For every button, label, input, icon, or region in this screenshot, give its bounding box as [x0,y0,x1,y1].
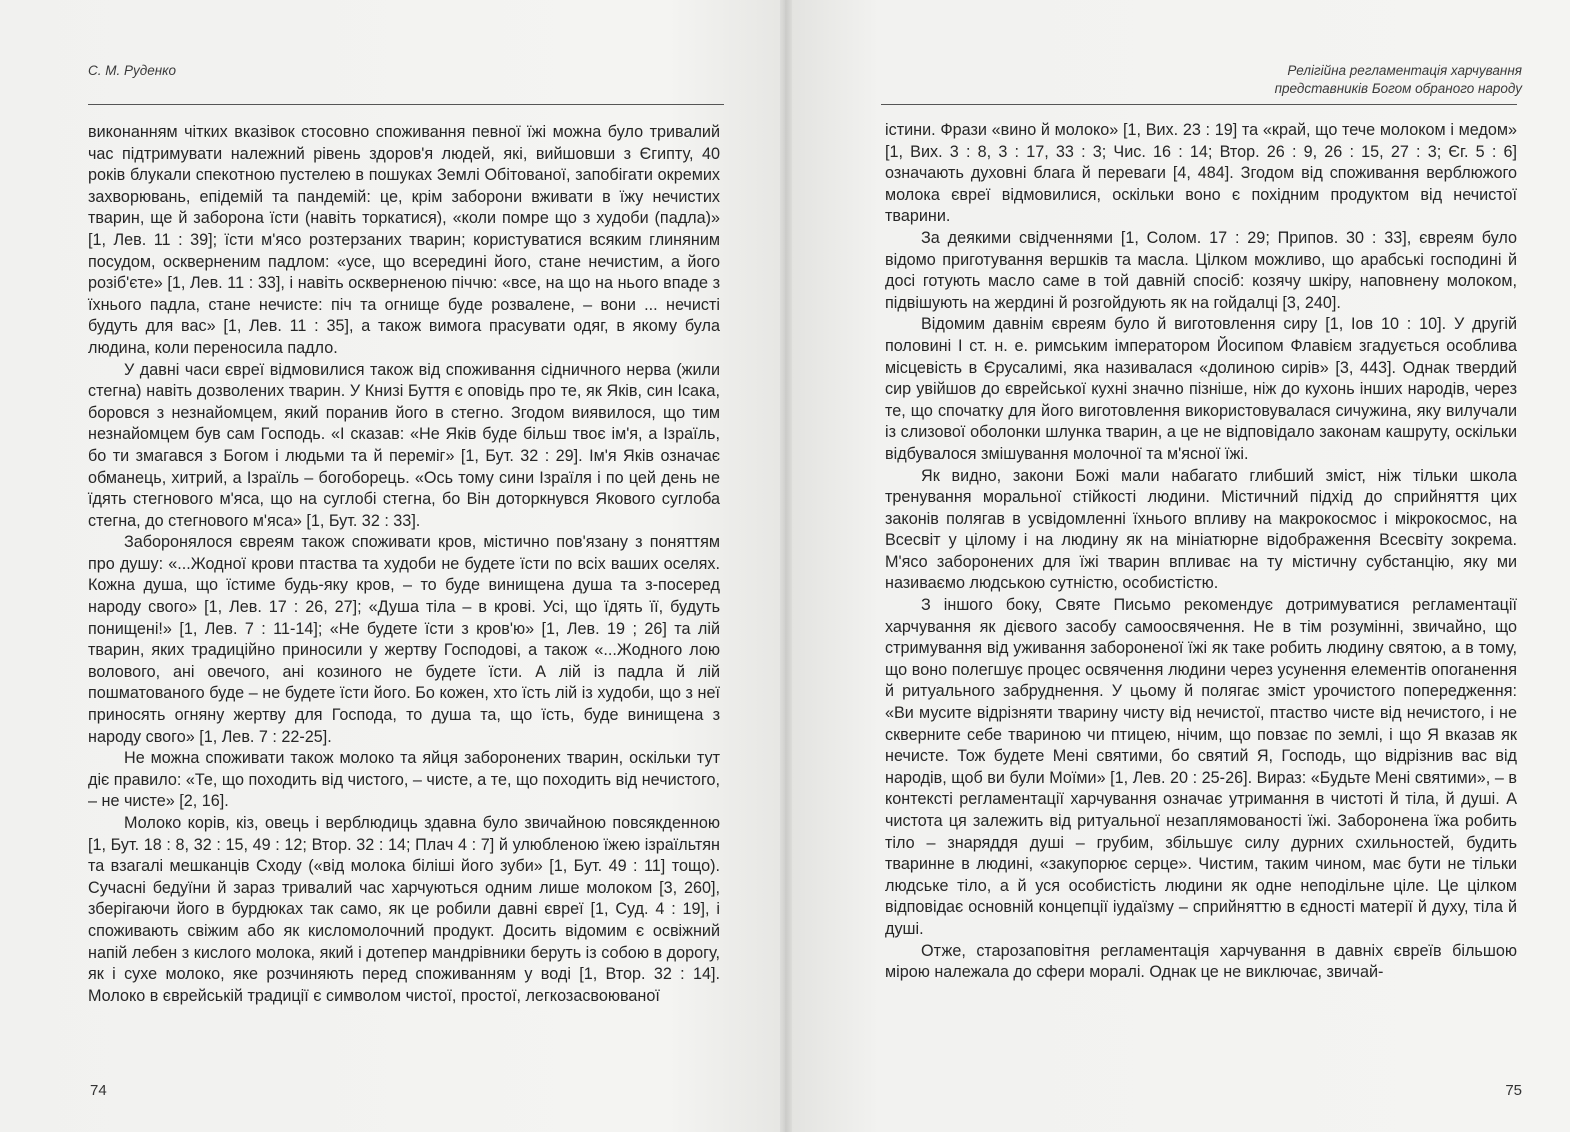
left-page-body [88,122,720,1007]
running-header-title [1275,62,1522,98]
paragraph: Заборонялося євреям також споживати кров, містично пов'язану з поняттям про душу: «...Жодної крови птаства та худоби не будете їсти по всіх ваших оселях. Кожна душа, що їстиме будь-яку кров, – то буде винищена душа та з-посеред народу свого» [1, Лев. 17 : 26, 27]; «Душа тіла – в крові. Усі, що їдять її, будуть понищені!» [1, Лев. 7 : 11-14]; «Не будете їсти з кров'ю» [1, Лев. 19 ; 26] та лій тварин, яких традиційно приносили у жертву Господові, а також «...Жодного лою волового, ані овечого, ані козиного не будете їсти. А лій із падла й лій пошматованого буде – не будете їсти його. Бо кожен, хто їсть лій із худоби, що з неї приносять огняну жертву для Господа, то душа та, що їсть, буде винищена з народу свого» [1, Лев. 7 : 22-25]. [88,533,720,746]
paragraph: виконанням чітких вказівок стосовно споживання певної їжі можна було тривалий час підтримувати належний рівень здоров'я людей, які, вийшовши з Єгипту, 40 років блукали спекотною пустелею в пошуках Землі Обітованої, запобігати окремих захворювань, епідемій та пандемій: це, крім заборони вживати в їжу нечистих тварин, ще й заборона їсти (навіть торкатися), «коли помре що з худоби (падла)» [1, Лев. 11 : 39]; їсти м'ясо розтерзаних тварин; користуватися всяким глиняним посудом, оскверненим падлом: «усе, що всередині його, стане нечистим, а його розіб'єте» [1, Лев. 11 : 33], і навіть оскверненою піччю: «все, на що на нього впаде з їхнього падла, стане нечисте: піч та огнище буде розвалене, – вони ... нечисті будуть для вас» [1, Лев. 11 : 35], а також вимога прасувати одяг, в якому була людина, коли переносила падло. [88,123,720,357]
paragraph: Відомим давнім євреям було й виготовлення сиру [1, Іов 10 : 10]. У другій половині І ст. н. е. римським імператором Йосипом Флавієм згадується особлива місцевість в Єрусалимі, яка називалася «долиною сирів» [3, 443]. Однак твердий сир увійшов до єврейської кухні значно пізніше, ніж до кухонь інших народів, через те, що спочатку для його виготовлення використовувалася сичужина, яку вилучали із слизової оболонки шлунка тварин, а це не відповідало законам кашруту, оскільки відбувалося змішування молочної та м'ясної їжі. [885,315,1517,463]
right-page-body [885,120,1517,984]
paragraph: Як видно, закони Божі мали набагато глибший зміст, ніж тільки школа тренування моральної стійкості людини. Містичний підхід до сприйняття цих законів полягав в усвідомленні їхнього впливу на макрокосмос і мікрокосмос, на Всесвіт у цілому і на людину як на мініатюрне відображення Всесвіту зокрема. М'ясо заборонених для їжі тварин впливає на ту містичну субстанцію, яку ми називаємо людською сутністю, особистістю. [885,466,1517,593]
paragraph: Не можна споживати також молоко та яйця заборонених тварин, оскільки тут діє правило: «Те, що походить від чистого, – чисте, а те, що походить від нечистого, – не чисте» [2, 16]. [88,749,720,811]
right-page [785,0,1570,1132]
header-line: представників Богом обраного народу [1274,81,1522,96]
header-line: Релігійна регламентація харчування [1287,63,1522,78]
running-header-author: С. М. Руденко [88,63,177,78]
paragraph: істини. Фрази «вино й молоко» [1, Вих. 23 : 19] та «край, що тече молоком і медом» [1, Вих. 3 : 8, 3 : 17, 33 : 3; Чис. 16 : 14; Втор. 26 : 9, 26 : 15, 27 : 3; Єг. 5 : 6] означають духовні блага й переваги [4, 484]. Згодом від споживання верблюжого молока євреї відмовилися, оскільки воно є похідним продуктом від нечистої тварини. [885,121,1517,226]
paragraph: За деякими свідченнями [1, Солом. 17 : 29; Припов. 30 : 33], євреям було відомо приготування вершків та масла. Цілком можливо, що арабські господині й досі готують масло саме в той давній спосіб: козячу шкіру, наповнену молоком, підвішують на жердині й розгойдують як на гойдалці [3, 240]. [885,228,1517,312]
paragraph: Отже, старозаповітня регламентація харчування в давніх євреїв більшою мірою належала до сфери моралі. Однак це не виключає, звичай- [885,941,1517,982]
header-rule [881,104,1517,105]
page-number: 74 [90,1082,107,1099]
book-gutter [780,0,792,1132]
page-number: 75 [1505,1082,1522,1099]
paragraph: Молоко корів, кіз, овець і верблюдиць здавна було звичайною повсякденною [1, Бут. 18 : 8, 32 : 15, 49 : 12; Втор. 32 : 14; Плач 4 : 7] й улюбленою їжею ізраїльтян та взагалі мешканців Сходу («від молока біліші його зуби» [1, Бут. 49 : 11] тощо). Сучасні бедуїни й зараз тривалий час харчуються одним лише молоком [3, 260], зберігаючи його в бурдюках так само, як це робили давні євреї [1, Суд. 4 : 19], і споживають свіжим або як кисломолочний продукт. Досить відомим є освіжний напій лебен з кислого молока, який і дотепер мандрівники беруть із собою в дорогу, як і сухе молоко, яке розчиняють перед споживанням у воді [1, Втор. 32 : 14]. Молоко в єврейській традиції є символом чистої, простої, легкозасвоюваної [88,814,720,1005]
header-rule [88,104,724,105]
paragraph: У давні часи євреї відмовилися також від споживання сідничного нерва (жили стегна) навіть дозволених тварин. У Книзі Буття є оповідь про те, як Яків, син Ісака, боровся з незнайомцем, який поранив його в стегно. Згодом виявилося, що тим незнайомцем був сам Господь. «І сказав: «Не Яків буде більш твоє ім'я, а Ізраїль, бо ти змагався з Богом і людьми та й переміг» [1, Бут. 32 : 29]. Ім'я Яків означає обманець, хитрий, а Ізраїль – богоборець. «Ось тому сини Ізраїля і по цей день не їдять стегнового м'яса, що на суглобі стегна, бо Він доторкнувся Якового суглоба стегна, до стегнового м'яса» [1, Бут. 32 : 33]. [88,360,720,530]
paragraph: З іншого боку, Святе Письмо рекомендує дотримуватися регламентації харчування як дієвого засобу самоосвячення. Не в тім розумінні, звичайно, що стримування від уживання забороненої їжі як таке робить людину святою, а в тому, що воно полегшує процес освячення людини через усунення елементів опоганення й ритуального забруднення. У цьому й полягає зміст урочистого попередження: «Ви мусите відрізняти тварину чисту від нечистої, птаство чисте від нечистого, і не скверните себе твариною чи птицею, нічим, що повзає по землі, і що Я вказав як нечисте. Тож будете Мені святими, бо святий Я, Господь, що відрізнив вас від народів, щоб ви були Моїми» [1, Лев. 20 : 25-26]. Вираз: «Будьте Мені святими», – в контексті регламентації харчування означає утримання в чистоті й тіла, й душі. А чистота ця залежить від ритуальної незаплямованості їжі. Заборонена їжа робить тіло – знаряддя душі – грубим, збільшує силу дурних схильностей, будить тваринне в людині, «закупорює серце». Чистим, таким чином, має бути не тільки людське тіло, а й уся особистість людини як одне неподільне ціле. Це цілком відповідає основній концепції іудаїзму – сприйняттю в єдності матерії й духу, тіла й душі. [885,596,1517,938]
